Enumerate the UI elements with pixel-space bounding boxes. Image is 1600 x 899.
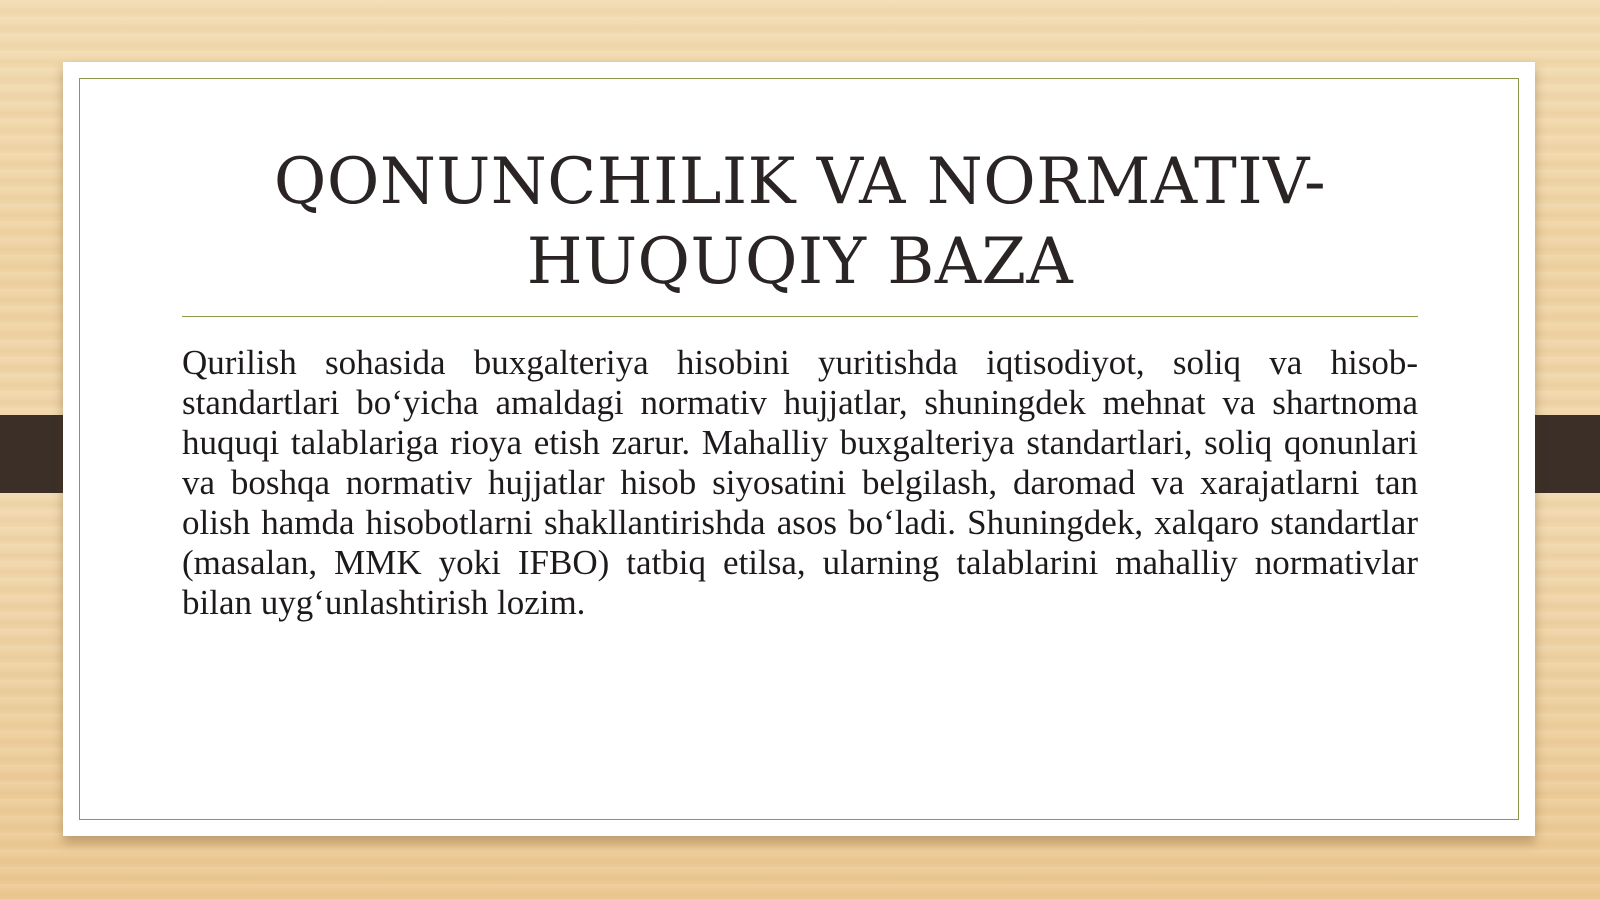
title-divider	[182, 316, 1418, 317]
slide-body-text: Qurilish sohasida buxgalteriya hisobini yuritishda iqtisodiyot, soliq va hisob-standartlari bo‘yicha amaldagi normativ hujjatlar, shuningdek mehnat va shartnoma huquqi talablariga rioya etish zarur. Mahalliy buxgalteriya standartlari, soliq qonunlari va boshqa normativ hujjatlar hisob siyosatini belgilash, daromad va xarajatlarni tan olish hamda hisobotlarni shakllantirishda asos bo‘ladi. Shuningdek, xalqaro standartlar (masalan, MMK yoki IFBO) tatbiq etilsa, ularning talablarini mahalliy normativlar bilan uyg‘unlashtirish lozim.	[182, 343, 1418, 622]
slide-title: QONUNCHILIK VA NORMATIV-HUQUQIY BAZA	[273, 145, 1327, 299]
